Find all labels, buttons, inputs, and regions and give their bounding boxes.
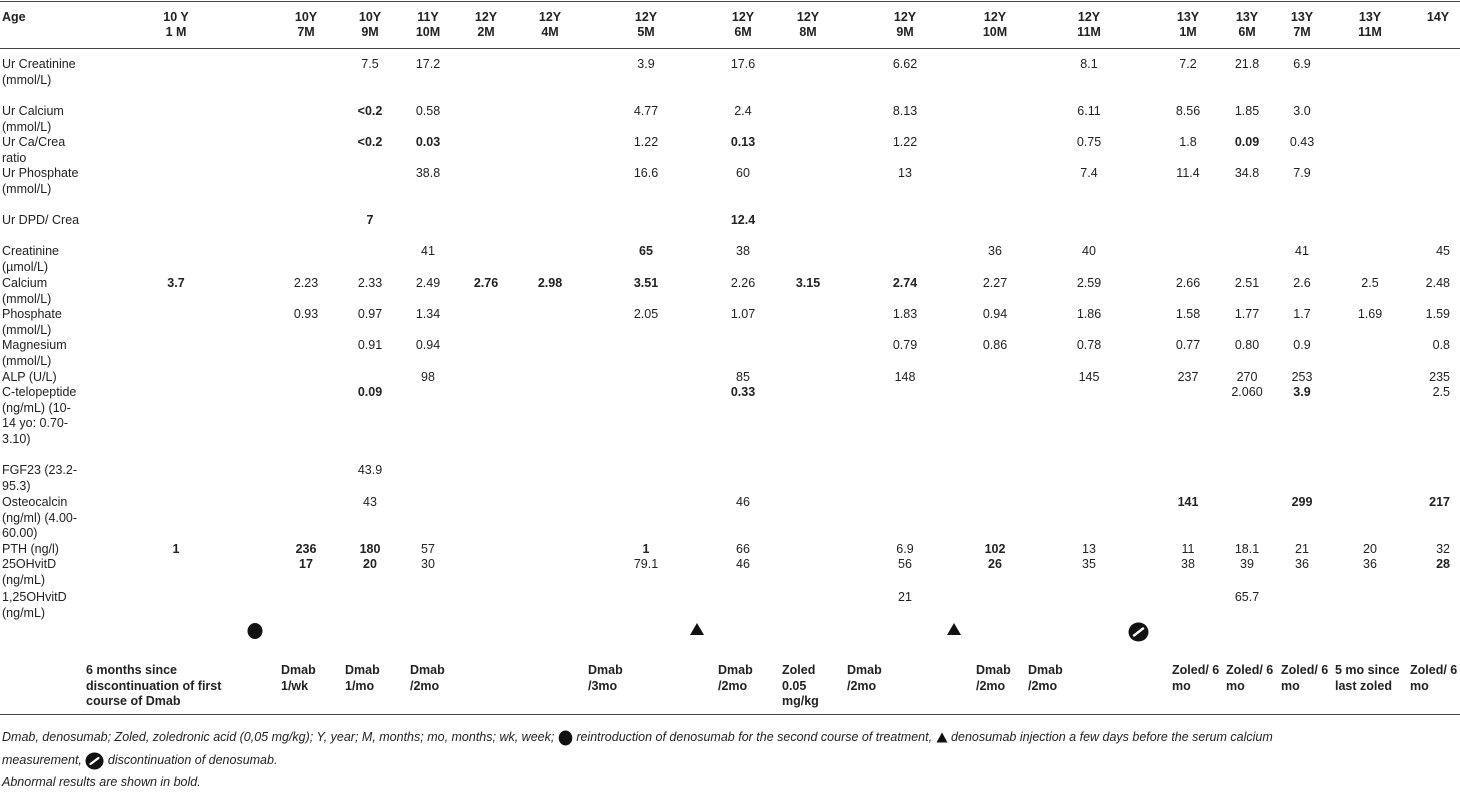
table-cell: 0.09 [1234, 135, 1260, 149]
table-cell: 79.1 [633, 557, 659, 571]
table-cell: 1.07 [730, 307, 756, 321]
table-cell: 2.6 [1293, 276, 1311, 290]
table-cell: 85 [736, 370, 750, 384]
table-cell: 2.98 [537, 276, 563, 290]
column-header-c6 [539, 10, 561, 40]
column-header-line-2: 10M [415, 25, 441, 39]
table-cell: 2.23 [293, 276, 319, 290]
treatment-cell: Dmab /3mo [588, 663, 623, 693]
table-cell: 145 [1078, 370, 1100, 384]
row-label: 25OHvitD (ng/mL) [2, 557, 57, 587]
table-cell: 13 [898, 166, 912, 180]
treatment-cell: Zoled/ 6 mo [1281, 663, 1329, 693]
table-cell: 141 [1177, 495, 1199, 509]
footnote-line-1: Dmab, denosumab; Zoled, zoledronic acid (0,05 mg/kg); Y, year; M, months; mo, months; wk, week; reintroduction of denosumab for the second course of treatment, denosumab injection a few days before the serum calcium [2, 730, 1273, 744]
treatment-cell: Zoled 0.05 mg/kg [782, 663, 819, 709]
row-label: Ur Calcium (mmol/L) [2, 104, 64, 134]
filled-circle-icon [246, 622, 264, 640]
row-label: 1,25OHvitD (ng/mL) [2, 590, 67, 620]
column-header-line-2: 9M [361, 25, 379, 39]
triangle-icon [689, 622, 705, 636]
table-cell: 28 [1436, 557, 1450, 571]
table-cell: 3.7 [167, 276, 185, 290]
column-header-line-1: 12Y [983, 10, 1007, 24]
treatment-cell: Dmab /2mo [847, 663, 882, 693]
table-cell: 2.27 [982, 276, 1008, 290]
table-cell: 17 [299, 557, 313, 571]
table-cell: 2.59 [1076, 276, 1102, 290]
table-cell: 0.09 [357, 385, 383, 399]
table-cell: 1.58 [1175, 307, 1201, 321]
column-header-line-1: 13Y [1358, 10, 1382, 24]
table-cell: 1.83 [892, 307, 918, 321]
row-label: Calcium (mmol/L) [2, 276, 52, 306]
table-cell: 40 [1082, 244, 1096, 258]
row-label: Ur Ca/Crea ratio [2, 135, 66, 165]
table-cell: 6.9 [896, 542, 914, 556]
table-cell: 148 [894, 370, 916, 384]
treatment-cell: 5 mo since last zoled [1335, 663, 1400, 693]
table-cell: 0.9 [1293, 338, 1311, 352]
table-cell: 98 [421, 370, 435, 384]
column-header-c13 [1177, 10, 1199, 40]
table-cell: 0.97 [357, 307, 383, 321]
table-cell: 236 [295, 542, 317, 556]
table-cell: 16.6 [633, 166, 659, 180]
table-cell: 30 [421, 557, 435, 571]
row-label: FGF23 (23.2-95.3) [2, 463, 78, 493]
table-cell: 0.03 [415, 135, 441, 149]
table-cell: 39 [1240, 557, 1254, 571]
column-header-c17 [1427, 10, 1449, 25]
footnote-line-2: measurement, discontinuation of denosumab. [2, 749, 277, 771]
table-cell: 38 [1181, 557, 1195, 571]
column-header-c15 [1291, 10, 1313, 40]
table-cell: 3.51 [633, 276, 659, 290]
treatment-cell: Dmab /2mo [410, 663, 445, 693]
table-cell: 32 [1436, 542, 1450, 556]
column-header-line-1: 10Y [294, 10, 318, 24]
column-header-line-1: 12Y [538, 10, 562, 24]
table-cell: 2.66 [1175, 276, 1201, 290]
table-cell: 1.8 [1179, 135, 1197, 149]
table-cell: 11 [1181, 542, 1195, 556]
table-cell: 18.1 [1234, 542, 1260, 556]
table-cell: 0.13 [730, 135, 756, 149]
table-cell: 0.79 [892, 338, 918, 352]
table-cell: 60 [736, 166, 750, 180]
table-cell: 7.4 [1080, 166, 1098, 180]
row-label: Osteocalcin (ng/ml) (4.00-60.00) [2, 495, 78, 541]
table-cell: <0.2 [357, 104, 383, 118]
table-cell: 41 [421, 244, 435, 258]
column-header-c16 [1358, 10, 1382, 40]
column-header-line-1: 12Y [1077, 10, 1101, 24]
table-cell: 1.59 [1425, 307, 1450, 321]
table-cell: 43 [363, 495, 377, 509]
table-cell: 0.58 [415, 104, 441, 118]
table-cell: 1 [172, 542, 180, 556]
table-cell: 38.8 [415, 166, 441, 180]
table-cell: 56 [898, 557, 912, 571]
column-header-line-2: 8M [799, 25, 817, 39]
table-cell: 35 [1082, 557, 1096, 571]
table-cell: 2.5 [1432, 385, 1450, 399]
table-cell: 20 [363, 557, 377, 571]
table-cell: 253 [1291, 370, 1313, 384]
table-cell: 2.49 [415, 276, 441, 290]
table-cell: 6.62 [892, 57, 918, 71]
table-cell: 0.78 [1076, 338, 1102, 352]
column-header-c14 [1236, 10, 1258, 40]
table-cell: 0.77 [1175, 338, 1201, 352]
table-cell: 7.9 [1293, 166, 1311, 180]
column-header-line-1: 12Y [893, 10, 917, 24]
table-cell: 2.26 [730, 276, 756, 290]
age-header: Age [2, 10, 26, 24]
table-cell: 2.74 [892, 276, 918, 290]
table-cell: 66 [736, 542, 750, 556]
column-header-line-2: 7M [1293, 25, 1311, 39]
row-label: Ur Creatinine (mmol/L) [2, 57, 76, 87]
header-rule [0, 48, 1460, 49]
table-cell: 217 [1429, 495, 1450, 509]
table-cell: 57 [421, 542, 435, 556]
column-header-line-1: 14Y [1426, 10, 1450, 24]
table-cell: 17.2 [415, 57, 441, 71]
table-cell: 180 [359, 542, 381, 556]
table-cell: 0.94 [982, 307, 1008, 321]
table-cell: 0.8 [1432, 338, 1450, 352]
table-cell: 8.56 [1175, 104, 1201, 118]
table-cell: 2.05 [633, 307, 659, 321]
table-cell: 1.77 [1234, 307, 1260, 321]
column-header-line-2: 4M [541, 25, 559, 39]
column-header-line-2: 11M [1077, 25, 1101, 39]
treatment-cell: Zoled/ 6 mo [1410, 663, 1458, 693]
row-label: PTH (ng/l) [2, 542, 59, 556]
table-cell: 270 [1236, 370, 1258, 384]
table-cell: 1.86 [1076, 307, 1102, 321]
column-header-line-2: 1M [1179, 25, 1197, 39]
table-cell: 1.69 [1357, 307, 1383, 321]
column-header-line-1: 13Y [1235, 10, 1259, 24]
filled-circle-icon [558, 730, 573, 746]
table-cell: 11.4 [1176, 166, 1200, 180]
treatment-cell: 6 months since discontinuation of first course of Dmab [86, 663, 222, 709]
table-cell: 3.15 [795, 276, 821, 290]
row-label: Phosphate (mmol/L) [2, 307, 62, 337]
table-cell: 102 [984, 542, 1006, 556]
table-cell: 4.77 [633, 104, 659, 118]
column-header-c2 [295, 10, 317, 40]
column-header-line-1: 12Y [474, 10, 498, 24]
row-label: Creatinine (µmol/L) [2, 244, 59, 274]
column-header-line-1: 10 Y [163, 10, 189, 24]
table-cell: 6.11 [1077, 104, 1101, 118]
table-cell: 41 [1295, 244, 1309, 258]
column-header-c12 [1077, 10, 1101, 40]
column-header-c3 [359, 10, 381, 40]
table-cell: 17.6 [730, 57, 756, 71]
table-cell: 0.80 [1234, 338, 1260, 352]
table-cell: 6.9 [1293, 57, 1311, 71]
column-header-line-2: 10M [982, 25, 1008, 39]
table-cell: 34.8 [1234, 166, 1260, 180]
footnote-line-3: Abnormal results are shown in bold. [2, 775, 201, 789]
table-cell: 1.34 [415, 307, 441, 321]
table-cell: 237 [1177, 370, 1199, 384]
bottom-rule [0, 714, 1460, 715]
row-label: C-telopeptide (ng/mL) (10-14 yo: 0.70-3.10) [2, 385, 77, 446]
table-cell: 2.060 [1231, 385, 1263, 399]
column-header-line-2: 6M [1238, 25, 1256, 39]
table-cell: 8.1 [1080, 57, 1098, 71]
treatment-cell: Dmab /2mo [1028, 663, 1063, 693]
table-cell: 36 [988, 244, 1002, 258]
table-cell: 13 [1082, 542, 1096, 556]
table-cell: 2.51 [1234, 276, 1260, 290]
column-header-c1 [163, 10, 189, 40]
table-cell: 36 [1363, 557, 1377, 571]
table-cell: 0.91 [357, 338, 383, 352]
triangle-icon [936, 732, 948, 743]
table-cell: 0.33 [730, 385, 756, 399]
table-cell: 0.86 [982, 338, 1008, 352]
column-header-line-2: 1 M [165, 25, 187, 39]
column-header-c9 [797, 10, 819, 40]
row-label: ALP (U/L) [2, 370, 57, 384]
table-cell: 1.7 [1293, 307, 1311, 321]
table-cell: 2.76 [473, 276, 499, 290]
table-cell: 0.75 [1076, 135, 1102, 149]
column-header-c8 [732, 10, 754, 40]
table-cell: 3.0 [1293, 104, 1311, 118]
table-cell: 45 [1436, 244, 1450, 258]
table-cell: 26 [988, 557, 1002, 571]
table-cell: 65 [639, 244, 653, 258]
table-cell: 0.93 [293, 307, 319, 321]
table-cell: 21 [1295, 542, 1309, 556]
table-cell: 2.4 [734, 104, 752, 118]
column-header-c5 [475, 10, 497, 40]
column-header-line-2: 5M [637, 25, 655, 39]
treatment-cell: Dmab 1/wk [281, 663, 316, 693]
table-cell: 235 [1429, 370, 1450, 384]
table-cell: 12.4 [730, 213, 756, 227]
no-entry-circle-icon [85, 752, 104, 770]
column-header-line-2: 11M [1358, 25, 1382, 39]
table-cell: 2.48 [1425, 276, 1450, 290]
table-cell: 38 [736, 244, 750, 258]
column-header-line-2: 2M [477, 25, 495, 39]
treatment-cell: Dmab 1/mo [345, 663, 380, 693]
row-label: Ur DPD/ Crea [2, 213, 80, 227]
column-header-c7 [635, 10, 657, 40]
column-header-line-1: 12Y [634, 10, 658, 24]
table-cell: 1.22 [633, 135, 659, 149]
table-cell: 21.8 [1234, 57, 1260, 71]
table-cell: 1 [642, 542, 650, 556]
table-cell: <0.2 [357, 135, 383, 149]
table-cell: 0.43 [1289, 135, 1315, 149]
table-cell: 8.13 [892, 104, 918, 118]
table-cell: 7.5 [361, 57, 379, 71]
column-header-line-1: 13Y [1176, 10, 1200, 24]
table-cell: 20 [1363, 542, 1377, 556]
column-header-c11 [983, 10, 1007, 40]
table-cell: 46 [736, 495, 750, 509]
table-cell: 36 [1295, 557, 1309, 571]
table-cell: 3.9 [637, 57, 655, 71]
table-cell: 1.22 [892, 135, 918, 149]
column-header-line-1: 11Y [417, 10, 439, 24]
column-header-line-1: 10Y [358, 10, 382, 24]
column-header-c10 [894, 10, 916, 40]
table-cell: 21 [898, 590, 912, 604]
table-cell: 0.94 [415, 338, 441, 352]
table-cell: 2.5 [1361, 276, 1379, 290]
table-cell: 7.2 [1179, 57, 1197, 71]
treatment-cell: Zoled/ 6 mo [1172, 663, 1220, 693]
row-label: Ur Phosphate (mmol/L) [2, 166, 79, 196]
top-rule [0, 1, 1460, 2]
table-cell: 43.9 [357, 463, 383, 477]
table-cell: 46 [736, 557, 750, 571]
table-cell: 65.7 [1234, 590, 1260, 604]
table-cell: 2.33 [357, 276, 383, 290]
no-entry-circle-icon [1128, 622, 1149, 642]
table-cell: 7 [366, 213, 374, 227]
table-cell: 3.9 [1293, 385, 1311, 399]
column-header-line-2: 6M [734, 25, 752, 39]
treatment-cell: Zoled/ 6 mo [1226, 663, 1274, 693]
table-cell: 1.85 [1234, 104, 1260, 118]
column-header-line-1: 13Y [1290, 10, 1314, 24]
treatment-cell: Dmab /2mo [718, 663, 753, 693]
column-header-line-1: 12Y [796, 10, 820, 24]
column-header-line-2: 9M [896, 25, 914, 39]
column-header-c4 [416, 10, 440, 40]
column-header-line-1: 12Y [731, 10, 755, 24]
treatment-cell: Dmab /2mo [976, 663, 1011, 693]
row-label: Magnesium (mmol/L) [2, 338, 67, 368]
column-header-line-2: 7M [297, 25, 315, 39]
table-cell: 299 [1291, 495, 1313, 509]
triangle-icon [946, 622, 962, 636]
